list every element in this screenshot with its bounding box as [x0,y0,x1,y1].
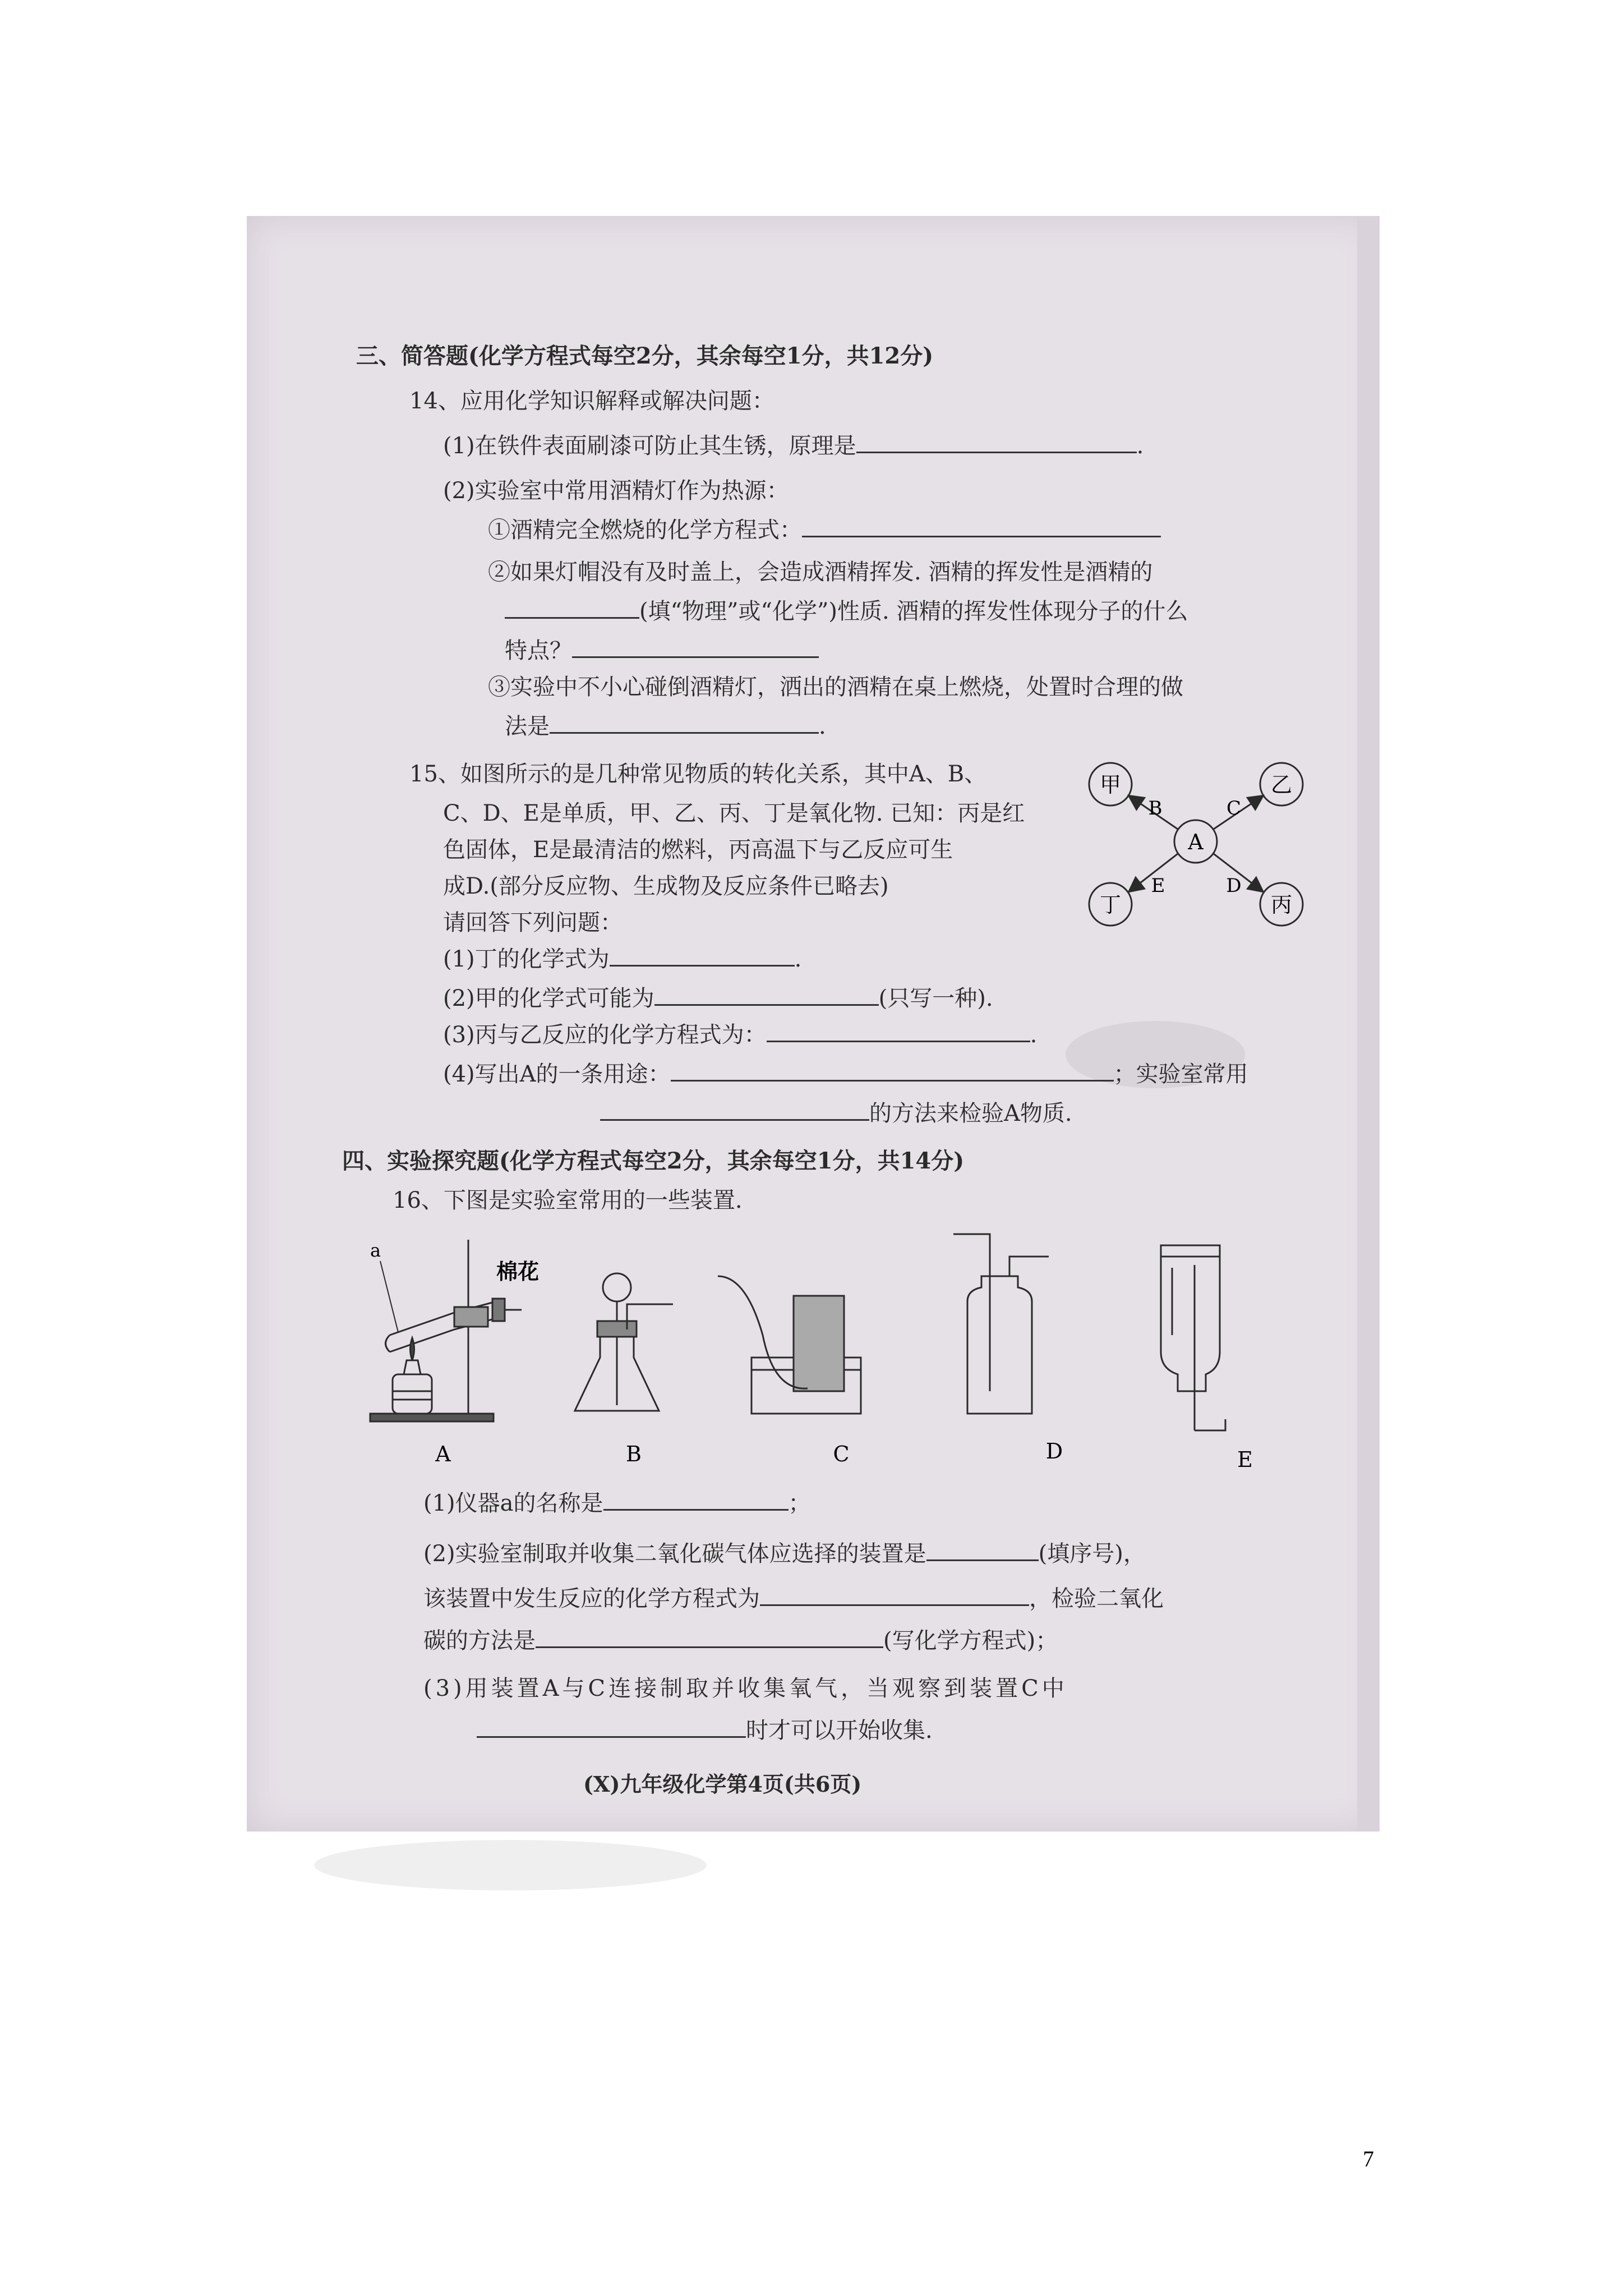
q16-part2-line2 [423,1585,1164,1613]
q14-part2b-line2-text: (填“物理”或“化学”)性质. 酒精的挥发性体现分子的什么 [639,599,1188,624]
label-cotton: 棉花 [496,1259,540,1284]
answer-blank[interactable] [505,600,639,619]
svg-text:乙: 乙 [1270,772,1293,797]
q15-line1: 15、如图所示的是几种常见物质的转化关系，其中A、B、 [409,761,987,787]
label-instrument-a: a [370,1240,381,1261]
q14-part2b-line3-text: 特点？ [505,638,572,664]
pointer-line [380,1261,398,1332]
punctuation: . [819,714,826,739]
label-d: D [1226,875,1242,897]
label-apparatus-b: B [626,1442,642,1466]
section4-heading: 四、实验探究题(化学方程式每空2分，其余每空1分，共14分) [342,1148,965,1174]
q15-answer4-text: (4)写出A的一条用途： [443,1061,671,1087]
q14-part2c-line2-text: 法是 [505,714,550,739]
page-number: 7 [1363,2146,1374,2171]
answer-blank[interactable] [926,1543,1039,1561]
q16-part2-line3-text: 碳的方法是 [423,1628,536,1654]
q15-answer1 [443,945,801,973]
q15-answer3-text: (3)丙与乙反应的化学方程式为： [443,1022,767,1048]
q15-answer2-end: (只写一种). [878,986,993,1011]
q15-answer4-end: ；实验室常用 [1113,1061,1248,1087]
answer-blank[interactable] [760,1588,1029,1606]
scan-edge [1357,216,1380,1832]
q15-line3: 色固体，E是最清洁的燃料，丙高温下与乙反应可生 [443,837,953,863]
label-c: C [1226,797,1242,820]
label-apparatus-e: E [1237,1447,1253,1472]
svg-text:丙: 丙 [1270,892,1293,917]
q15-answer3 [443,1021,1037,1049]
node-jia [1089,763,1132,806]
q15-answer4 [443,1060,1248,1088]
answer-blank[interactable] [802,519,1161,537]
label-apparatus-c: C [833,1442,850,1466]
q14-part1 [443,432,1144,460]
punctuation: . [1030,1022,1038,1048]
answer-blank[interactable] [550,715,819,734]
answer-blank[interactable] [767,1024,1030,1042]
smudge [314,1840,707,1890]
section3-heading: 三、简答题(化学方程式每空2分，其余每空1分，共12分) [356,343,934,369]
q15-line2: C、D、E是单质，甲、乙、丙、丁是氧化物. 已知：丙是红 [443,800,1025,826]
q15-answer4-line2-text: 的方法来检验A物质. [869,1101,1072,1126]
answer-blank[interactable] [603,1492,789,1511]
label-e: E [1151,875,1165,897]
label-b: B [1148,797,1163,820]
answer-blank[interactable] [654,987,879,1006]
q16-part1 [423,1489,811,1517]
answer-blank[interactable] [856,435,1137,453]
q14-part2a-text: ①酒精完全燃烧的化学方程式： [488,517,802,543]
q14-part2c-line1: ③实验中不小心碰倒酒精灯，洒出的酒精在桌上燃烧，处置时合理的做 [488,674,1183,700]
punctuation: ； [788,1490,811,1516]
q14-part2: (2)实验室中常用酒精灯作为热源： [443,478,789,504]
node-a [1174,820,1217,863]
q14-part1-text: (1)在铁件表面刷漆可防止其生锈，原理是 [443,433,856,459]
q16-part2-line1-end: (填序号)， [1038,1541,1146,1567]
label-apparatus-d: D [1045,1439,1063,1464]
q16-part2-line1-text: (2)实验室制取并收集二氧化碳气体应选择的装置是 [423,1541,926,1567]
q16-part2-line3 [423,1627,1058,1655]
q15-line4: 成D.(部分反应物、生成物及反应条件已略去) [443,873,889,899]
page-footer: (X)九年级化学第4页(共6页) [583,1772,862,1797]
answer-blank[interactable] [536,1630,883,1648]
q14-title: 14、应用化学知识解释或解决问题： [409,388,774,414]
node-yi [1260,763,1303,806]
apparatus-b [575,1273,673,1411]
q15-prompt: 请回答下列问题： [443,910,623,936]
q15-answer4-line2 [600,1099,1072,1128]
answer-blank[interactable] [600,1102,869,1121]
punctuation: . [1136,433,1144,459]
q16-part3-line1: (3)用装置A与C连接制取并收集氧气，当观察到装置C中 [423,1676,1068,1701]
answer-blank[interactable] [671,1063,1114,1082]
q15-answer1-text: (1)丁的化学式为 [443,946,610,972]
answer-blank[interactable] [572,639,819,658]
label-apparatus-a: A [435,1442,451,1466]
apparatus-c [718,1276,861,1414]
q15-answer2-text: (2)甲的化学式可能为 [443,986,654,1011]
svg-text:A: A [1188,830,1204,854]
q16-part1-text: (1)仪器a的名称是 [423,1490,603,1516]
q16-part3-line2 [477,1717,933,1745]
apparatus-e [1161,1245,1225,1430]
q16-part2-line3-end: (写化学方程式)； [883,1628,1058,1654]
apparatus-figure [359,1223,1284,1475]
q15-answer2 [443,984,993,1013]
conversion-diagram [1066,757,1357,942]
node-bing [1260,883,1303,926]
answer-blank[interactable] [610,948,795,967]
q16-title: 16、下图是实验室常用的一些装置. [393,1188,743,1213]
punctuation: . [794,946,802,972]
apparatus-d [953,1234,1049,1414]
q14-part2b-line3 [505,637,819,665]
q14-part2b-line1: ②如果灯帽没有及时盖上，会造成酒精挥发. 酒精的挥发性是酒精的 [488,559,1153,585]
q16-part2-line2-end: ，检验二氧化 [1029,1586,1164,1612]
svg-text:丁: 丁 [1099,892,1122,917]
q14-part2a [488,516,1161,544]
q16-part2-line1 [423,1540,1146,1568]
svg-text:甲: 甲 [1099,772,1122,797]
q14-part2c-line2 [505,712,826,740]
q14-part2b-line2 [505,597,1188,625]
answer-blank[interactable] [477,1719,746,1738]
node-ding [1089,883,1132,926]
q16-part2-line2-text: 该装置中发生反应的化学方程式为 [423,1586,760,1612]
q16-part3-line2-text: 时才可以开始收集. [746,1718,933,1743]
